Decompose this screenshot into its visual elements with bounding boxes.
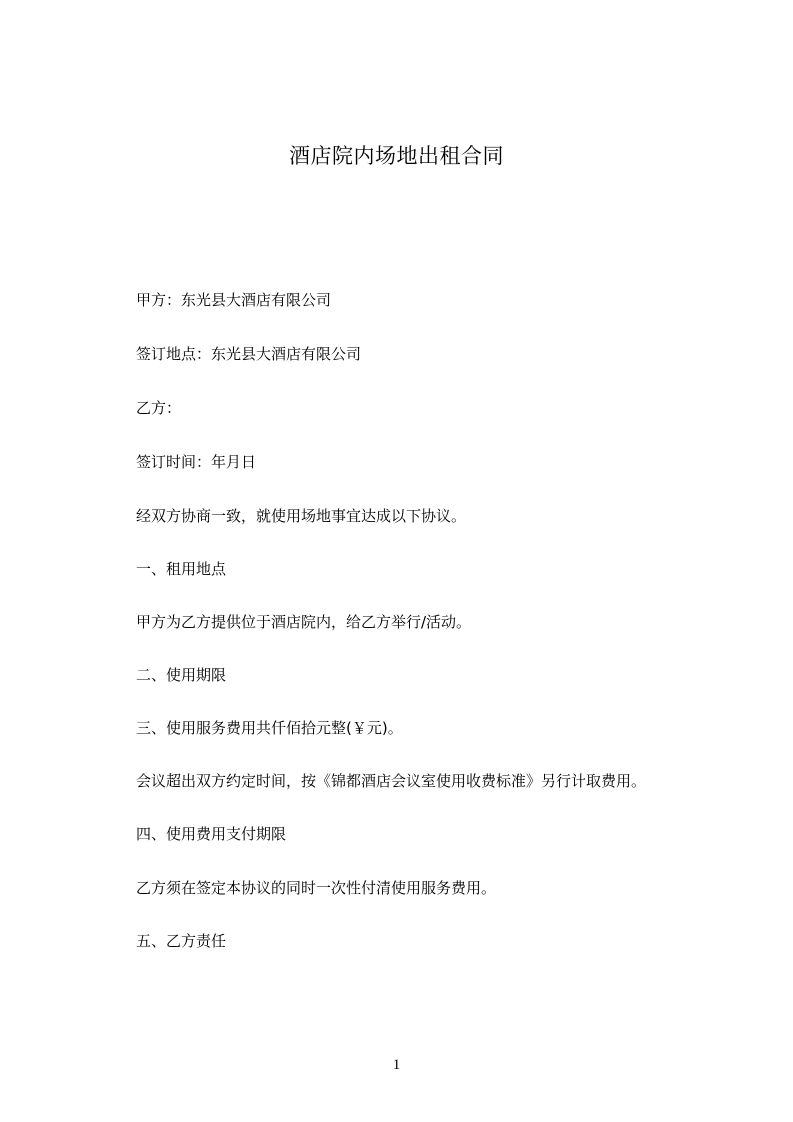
- section-4-heading: 四、使用费用支付期限: [136, 825, 287, 843]
- section-3-heading: 三、使用服务费用共仟佰拾元整(￥元)。: [136, 719, 403, 737]
- page-number: 1: [392, 1057, 401, 1073]
- section-4-body: 乙方须在签定本协议的同时一次性付清使用服务费用。: [136, 879, 497, 897]
- signing-date-line: 签订时间：年月日: [136, 453, 257, 471]
- section-3-body: 会议超出双方约定时间，按《锦都酒店会议室使用收费标准》另行计取费用。: [136, 772, 647, 790]
- section-5-heading: 五、乙方责任: [136, 932, 227, 950]
- section-1-body: 甲方为乙方提供位于酒店院内，给乙方举行/活动。: [136, 613, 472, 631]
- party-b-line: 乙方：: [136, 399, 182, 417]
- section-1-heading: 一、租用地点: [136, 560, 227, 578]
- preamble-line: 经双方协商一致，就使用场地事宜达成以下协议。: [136, 507, 467, 525]
- signing-place-line: 签订地点：东光县大酒店有限公司: [136, 345, 362, 363]
- section-2-heading: 二、使用期限: [136, 666, 227, 684]
- party-a-line: 甲方：东光县大酒店有限公司: [136, 291, 332, 309]
- document-title: 酒店院内场地出租合同: [289, 144, 504, 168]
